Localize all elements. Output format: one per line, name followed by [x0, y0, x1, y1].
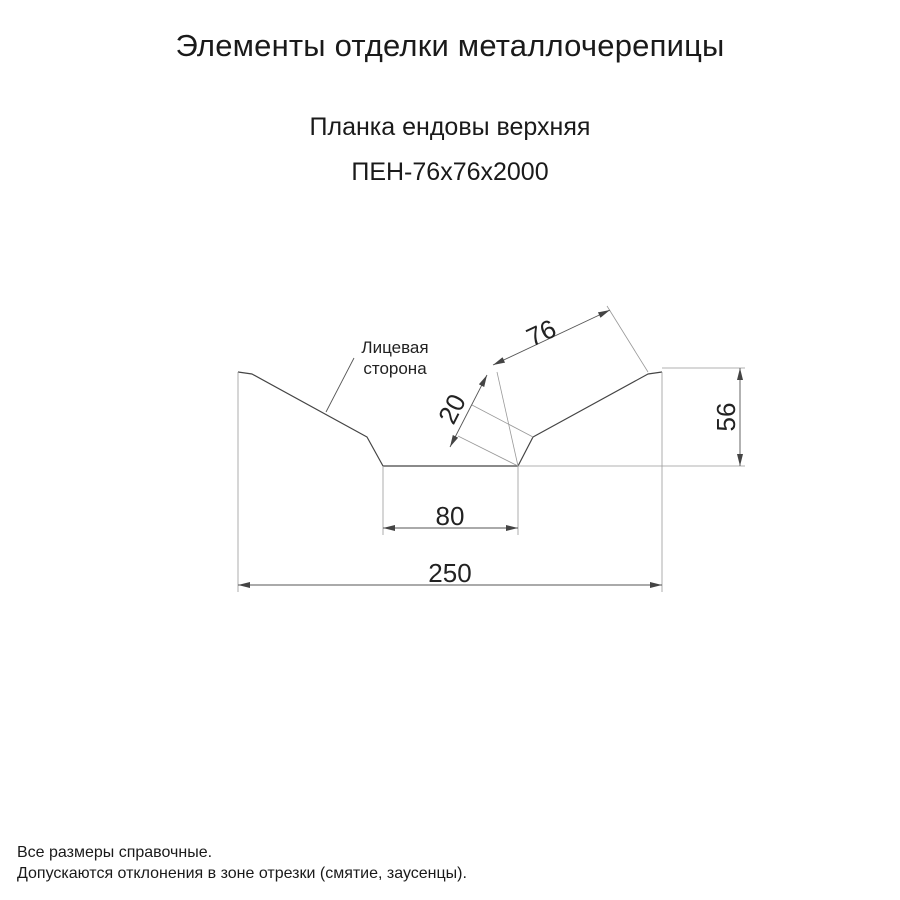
- note-reference-sizes: Все размеры справочные.: [17, 844, 213, 861]
- extension-lines: [238, 306, 745, 592]
- dimension-lines: [238, 310, 740, 585]
- dim-hem: 20: [432, 389, 472, 429]
- dim-total-width: 250: [428, 558, 472, 588]
- page-title: Элементы отделки металлочерепицы: [175, 28, 725, 63]
- face-side-label-line1: Лицевая: [361, 338, 429, 357]
- dim-bottom-width: 80: [435, 501, 465, 531]
- note-cut-tolerance: Допускаются отклонения в зоне отрезки (смятие, заусенцы).: [17, 865, 467, 882]
- face-label-leader: [326, 358, 354, 412]
- dim-height: 56: [711, 402, 741, 432]
- product-code: ПЕН-76x76x2000: [351, 158, 549, 186]
- product-name: Планка ендовы верхняя: [309, 113, 591, 141]
- face-side-label-line2: сторона: [363, 359, 427, 378]
- dim-side-length: 76: [521, 313, 561, 353]
- notes: [17, 842, 467, 884]
